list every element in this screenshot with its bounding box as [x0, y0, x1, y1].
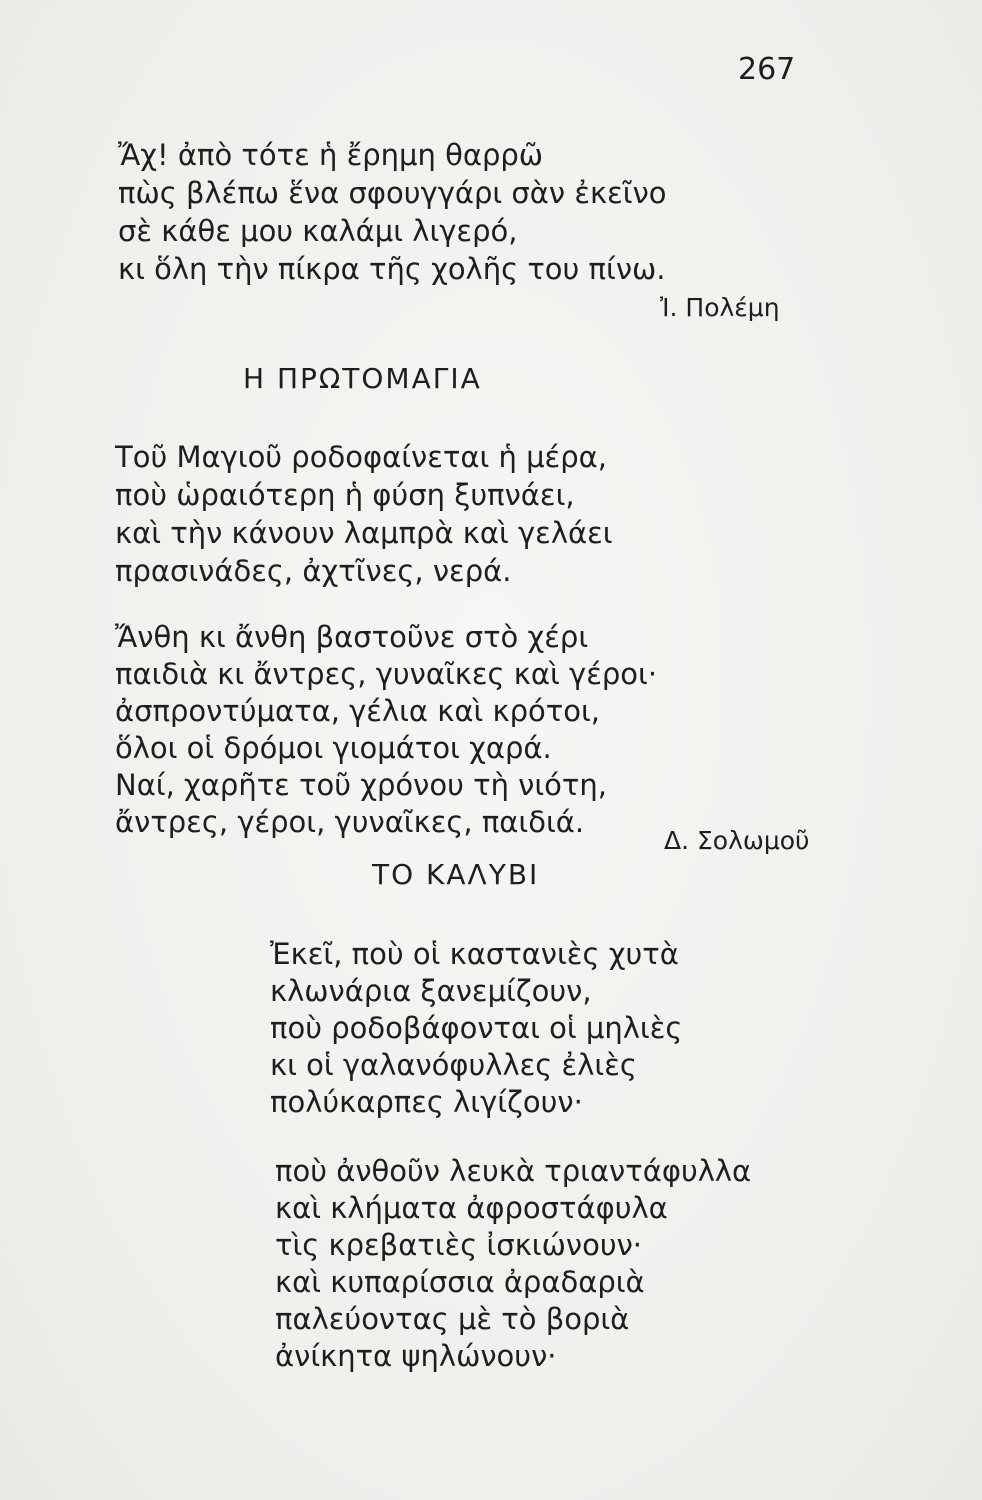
poem-line: καὶ κυπαρίσσια ἀραδαριὰ: [275, 1265, 645, 1299]
poem-line: κλωνάρια ξανεμίζουν,: [270, 974, 592, 1008]
poem-line: Ἄνθη κι ἄνθη βαστοῦνε στὸ χέρι: [115, 620, 589, 654]
poem-line: πρασινάδες, ἀχτῖνες, νερά.: [115, 554, 512, 588]
author-attribution: Δ. Σολωμοῦ: [664, 826, 810, 855]
poem-line: Ἐκεῖ, ποὺ οἱ καστανιὲς χυτὰ: [270, 937, 679, 971]
poem-line: Ἄχ! ἀπὸ τότε ἡ ἔρημη θαρρῶ: [118, 138, 544, 172]
poem-line: Τοῦ Μαγιοῦ ροδοφαίνεται ἡ μέρα,: [115, 440, 607, 474]
poem-title: Η ΠΡΩΤΟΜΑΓΙΑ: [243, 362, 482, 395]
poem-line: σὲ κάθε μου καλάμι λιγερό,: [118, 214, 518, 248]
poem-line: παλεύοντας μὲ τὸ βοριὰ: [275, 1302, 630, 1336]
poem-line: ποὺ ροδοβάφονται οἱ μηλιὲς: [270, 1011, 683, 1045]
poem-line: τὶς κρεβατιὲς ἰσκιώνουν·: [275, 1228, 643, 1262]
poem-line: καὶ τὴν κάνουν λαμπρὰ καὶ γελάει: [115, 516, 613, 550]
poem-line: κι οἱ γαλανόφυλλες ἐλιὲς: [270, 1048, 637, 1082]
poem-line: ποὺ ὡραιότερη ἡ φύση ξυπνάει,: [115, 478, 575, 512]
poem-line: παιδιὰ κι ἄντρες, γυναῖκες καὶ γέροι·: [115, 657, 658, 691]
poem-title: ΤΟ ΚΑΛΥΒΙ: [372, 858, 540, 891]
poem-line: πολύκαρπες λιγίζουν·: [270, 1085, 583, 1119]
poem-line: Ναί, χαρῆτε τοῦ χρόνου τὴ νιότη,: [115, 768, 607, 802]
poem-stanza: [270, 936, 682, 1121]
poem-line: ἀσπροντύματα, γέλια καὶ κρότοι,: [115, 694, 600, 728]
page-number: 267: [738, 52, 796, 87]
poem-line: ὅλοι οἱ δρόμοι γιομάτοι χαρά.: [115, 731, 552, 765]
poem-stanza: [115, 438, 613, 590]
poem-stanza: [275, 1153, 751, 1375]
poem-line: πὼς βλέπω ἕνα σφουγγάρι σὰν ἐκεῖνο: [118, 176, 667, 210]
poem-line: κι ὅλη τὴν πίκρα τῆς χολῆς του πίνω.: [118, 252, 666, 286]
author-attribution: Ἰ. Πολέμη: [660, 293, 780, 322]
poem-line: ἄντρες, γέροι, γυναῖκες, παιδιά.: [115, 805, 585, 839]
poem-stanza: [115, 619, 657, 841]
intro-stanza: [118, 136, 667, 288]
poem-line: καὶ κλήματα ἀφροστάφυλα: [275, 1191, 668, 1225]
poem-line: ποὺ ἀνθοῦν λευκὰ τριαντάφυλλα: [275, 1154, 752, 1188]
poem-line: ἀνίκητα ψηλώνουν·: [275, 1339, 557, 1373]
